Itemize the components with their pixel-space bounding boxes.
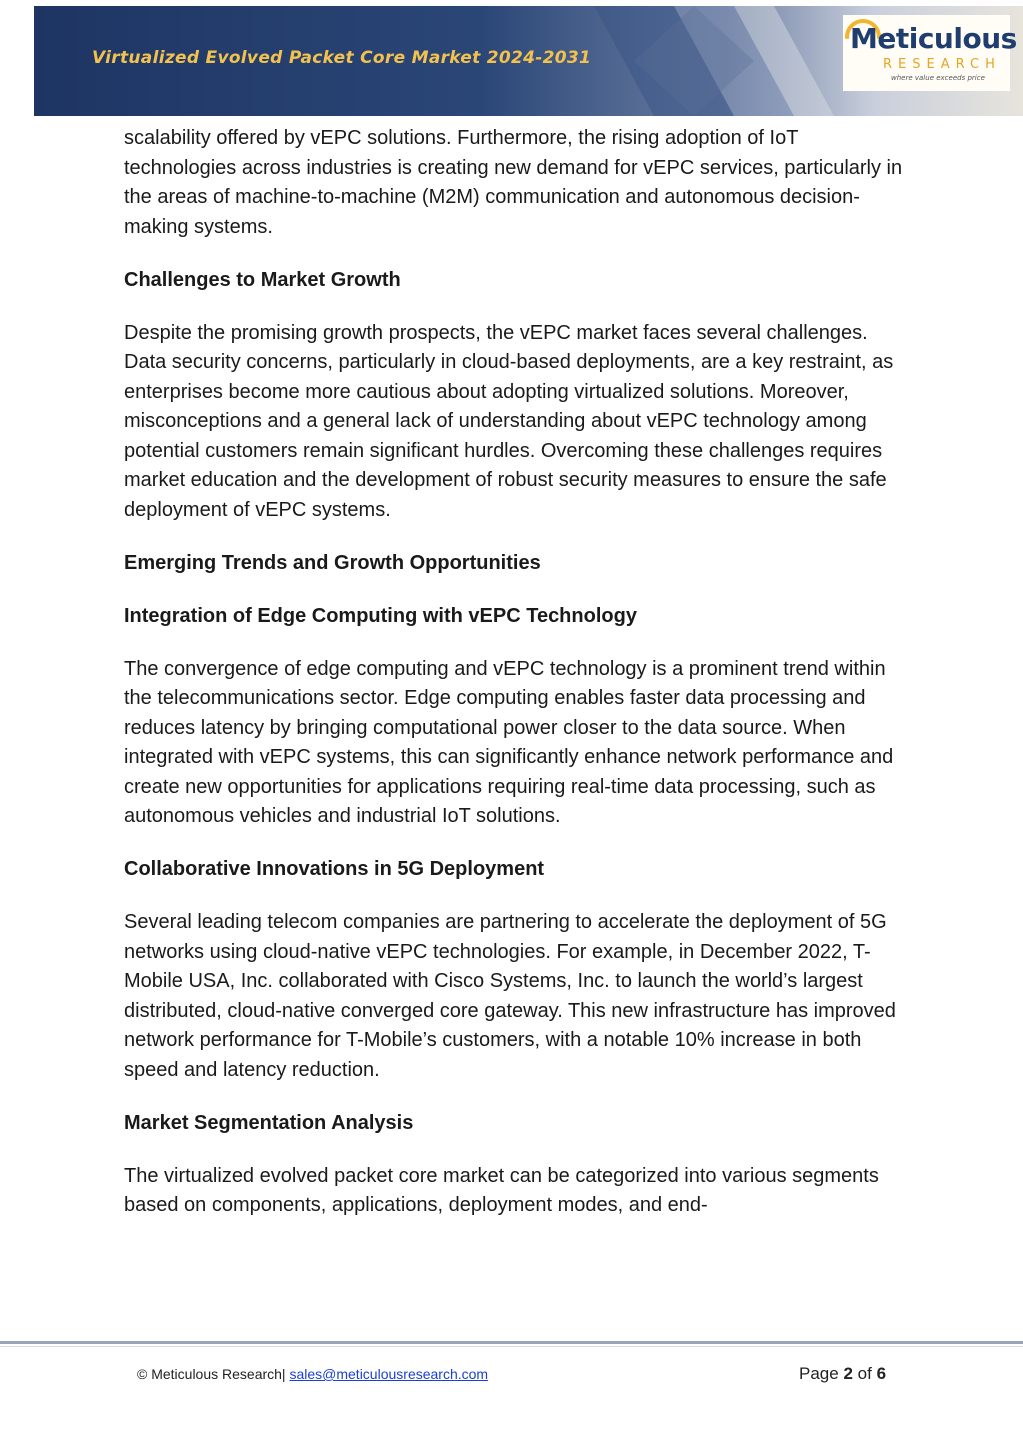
document-body bbox=[124, 124, 904, 1244]
heading-trends: Emerging Trends and Growth Opportunities bbox=[124, 551, 541, 574]
heading-edge-computing: Integration of Edge Computing with vEPC Technology bbox=[124, 604, 637, 627]
page-of: of bbox=[857, 1364, 872, 1383]
footer-copyright bbox=[137, 1366, 488, 1382]
page-label: Page bbox=[799, 1364, 839, 1383]
paragraph-challenges: Despite the promising growth prospects, the vEPC market faces several challenges. Data security concerns, particularly in cloud-based deployments, are a key restraint, as enterprises become more cautious about adopting virtualized solutions. Moreover, misconceptions and a general lack of understanding about vEPC technology among potential customers remain significant hurdles. Overcoming these challenges requires market education and the development of robust security measures to ensure the safe deployment of vEPC systems. bbox=[124, 321, 894, 521]
logo-subtext: RESEARCH bbox=[883, 57, 1001, 72]
copyright-text: © Meticulous Research| bbox=[137, 1366, 286, 1382]
report-title: Virtualized Evolved Packet Core Market 2024-2031 bbox=[92, 48, 592, 68]
paragraph-segmentation: The virtualized evolved packet core market can be categorized into various segments based on components, applications, deployment modes, and end- bbox=[124, 1164, 879, 1216]
logo-tagline: where value exceeds price bbox=[891, 74, 985, 82]
page-header bbox=[34, 6, 1023, 116]
paragraph-intro: scalability offered by vEPC solutions. Furthermore, the rising adoption of IoT technologies across industries is creating new demand for vEPC services, particularly in the areas of machine-to-machine (M2M) communication and autonomous decision-making systems. bbox=[124, 127, 903, 238]
heading-segmentation: Market Segmentation Analysis bbox=[124, 1111, 414, 1134]
logo-wordmark: Meticulous bbox=[850, 22, 1017, 55]
footer-divider-secondary bbox=[0, 1346, 1023, 1347]
page-total: 6 bbox=[876, 1364, 887, 1383]
heading-5g: Collaborative Innovations in 5G Deployment bbox=[124, 858, 545, 880]
page-current: 2 bbox=[843, 1364, 853, 1383]
footer-divider bbox=[0, 1341, 1023, 1344]
page-number bbox=[799, 1364, 886, 1384]
paragraph-edge-computing: The convergence of edge computing and vEPC technology is a prominent trend within the telecommunications sector. Edge computing enables faster data processing and reduces latency by bringing computational power closer to the data source. When integrated with vEPC systems, this can significantly enhance network performance and create new opportunities for applications requiring real-time data processing, such as autonomous vehicles and industrial IoT solutions. bbox=[124, 657, 894, 827]
paragraph-5g: Several leading telecom companies are partnering to accelerate the deployment of 5G networks using cloud-native vEPC technologies. For example, in December 2022, T-Mobile USA, Inc. collaborated with Cisco Systems, Inc. to launch the world’s largest distributed, cloud-native converged core gateway. This new infrastructure has improved network performance for T-Mobile’s customers, with a notable 10% increase in both speed and latency reduction. bbox=[124, 911, 896, 1081]
meticulous-research-logo bbox=[843, 15, 1017, 91]
heading-challenges: Challenges to Market Growth bbox=[124, 268, 401, 291]
email-link[interactable]: sales@meticulousresearch.com bbox=[289, 1366, 489, 1382]
